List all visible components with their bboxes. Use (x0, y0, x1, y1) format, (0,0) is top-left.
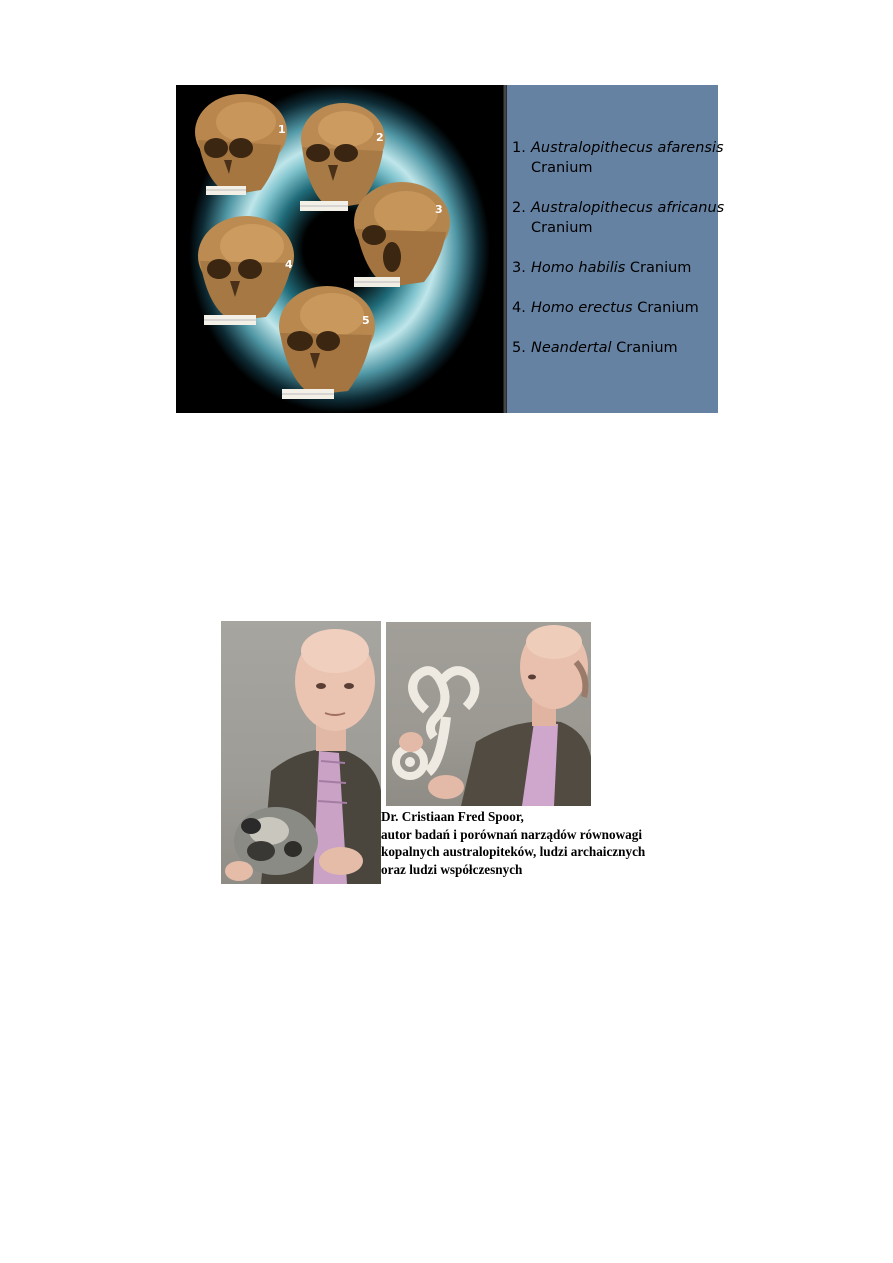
portrait-with-skull-photo (221, 621, 381, 884)
skull-3-image (344, 177, 454, 295)
legend-text (531, 258, 691, 278)
legend-species: Homo habilis (531, 260, 626, 276)
legend-number: 2. (512, 200, 526, 216)
skull-number-2: 2 (376, 131, 384, 144)
skull-legend-panel (507, 85, 725, 413)
legend-species: Neandertal (531, 340, 612, 356)
photo-caption (381, 808, 711, 878)
legend-text (531, 198, 724, 238)
legend-suffix: Cranium (625, 260, 692, 276)
legend-number: 5. (512, 340, 526, 356)
caption-line-3: kopalnych australopiteków, ludzi archaicznych (381, 844, 646, 859)
caption-line-1: Dr. Cristiaan Fred Spoor, (381, 809, 524, 824)
skull-number-5: 5 (362, 314, 370, 327)
legend-suffix: Cranium (611, 340, 678, 356)
skull-number-3: 3 (435, 203, 443, 216)
legend-item-4 (512, 298, 724, 318)
skull-number-4: 4 (285, 258, 293, 271)
legend-species: Australopithecus africanus (531, 200, 725, 216)
legend-text (531, 298, 699, 318)
caption-line-4: oraz ludzi współczesnych (381, 861, 523, 877)
legend-species: Australopithecus afarensis (531, 140, 724, 156)
legend-number: 3. (512, 260, 526, 276)
legend-item-2 (512, 198, 724, 238)
skull-5-image (272, 281, 377, 405)
skull-1-image (186, 90, 291, 210)
legend-number: 4. (512, 300, 526, 316)
legend-text (531, 138, 724, 178)
caption-line-2: autor badań i porównań narządów równowagi (381, 826, 642, 842)
skull-legend-list (512, 138, 724, 378)
legend-line2: Cranium (531, 160, 593, 176)
portrait-with-inner-ear-model-photo (386, 622, 591, 806)
legend-item-1 (512, 138, 724, 178)
skulls-figure (176, 85, 725, 413)
legend-species: Homo erectus (531, 300, 633, 316)
legend-line2: Cranium (531, 220, 593, 236)
portrait-with-ear-model-illustration (386, 622, 591, 806)
skull-number-1: 1 (278, 123, 286, 136)
legend-item-5 (512, 338, 724, 358)
legend-text (531, 338, 678, 358)
legend-suffix: Cranium (632, 300, 699, 316)
skulls-image (176, 85, 503, 413)
legend-number: 1. (512, 140, 526, 156)
legend-item-3 (512, 258, 724, 278)
portrait-with-skull-illustration (221, 621, 381, 884)
